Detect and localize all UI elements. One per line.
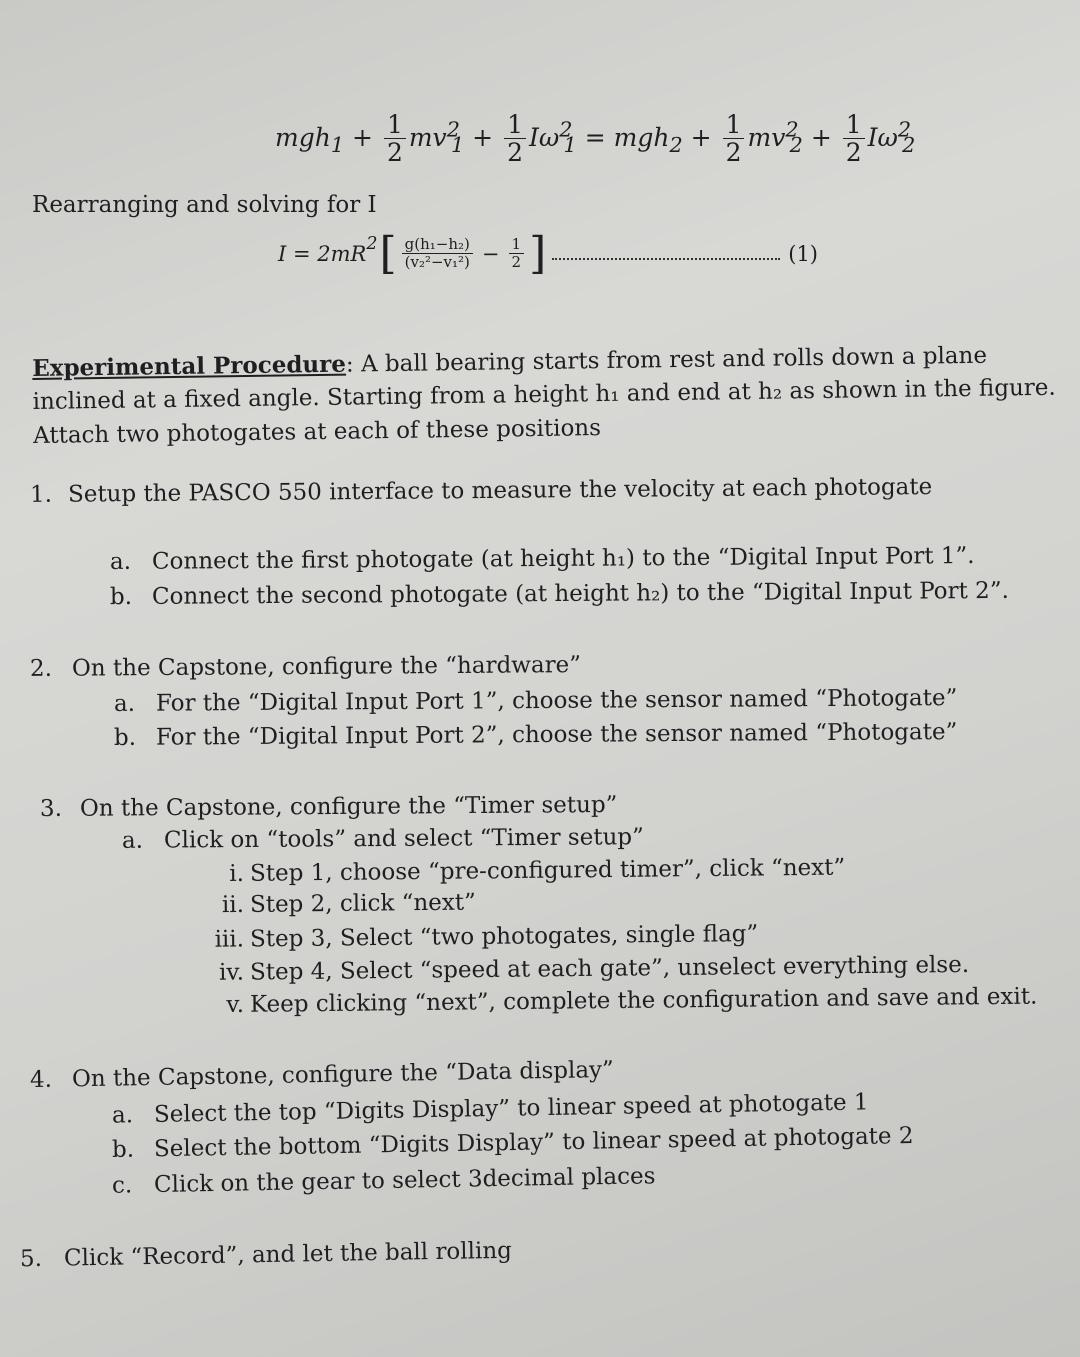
list-item (30, 1057, 614, 1093)
list-number: iv. (218, 959, 245, 986)
list-text: Click on the gear to select 3decimal places (153, 1163, 656, 1199)
list-number: a. (109, 548, 132, 576)
eq-term: mv (408, 122, 447, 152)
list-number: i. (229, 860, 245, 888)
frac-num: 1 (843, 112, 865, 139)
procedure-title: Experimental Procedure (32, 350, 347, 382)
list-number: ii. (221, 891, 245, 919)
eq-term: Iω (528, 122, 560, 152)
frac-den: 2 (511, 253, 522, 272)
frac-den: 2 (845, 138, 862, 168)
list-item (112, 1163, 656, 1198)
list-number: 4. (29, 1066, 53, 1094)
eq-sup: 2 (366, 234, 378, 254)
frac-num: 1 (509, 237, 525, 254)
eq-term: mv (747, 122, 786, 152)
dotted-leader (552, 248, 780, 260)
equation-number: (1) (788, 242, 818, 266)
eq-term: mgh (275, 122, 331, 152)
list-text: Select the bottom “Digits Display” to linear speed at photogate 2 (153, 1123, 914, 1163)
eq-op: + (472, 122, 494, 152)
list-text: On the Capstone, configure the “Timer setup” (79, 791, 618, 822)
list-number: iii. (214, 926, 245, 953)
half-fraction (509, 237, 525, 270)
eq-term: Iω (867, 122, 898, 152)
list-number: v. (226, 991, 245, 1019)
frac-den: 2 (725, 138, 742, 168)
eq-sup: 2 (559, 117, 573, 142)
list-number: b. (111, 1136, 135, 1163)
half-fraction (504, 112, 526, 167)
list-text: Connect the first photogate (at height h₁) to the “Digital Input Port 1”. (151, 542, 975, 575)
half-fraction (843, 112, 865, 167)
rearranging-text: Rearranging and solving for I (32, 192, 377, 218)
list-text: Step 2, click “next” (249, 889, 476, 918)
list-number: 3. (39, 795, 63, 823)
eq-sub: 1 (563, 132, 577, 157)
procedure-intro-text: : A ball bearing starts from rest and rolls down a plane inclined at a fixed angle. Starting from a height h₁ and end at h₂ as shown in the figure. Attach two photogates at each of these positions (32, 342, 1056, 449)
list-text: Keep clicking “next”, complete the configuration and save and exit. (249, 983, 1038, 1018)
list-item (40, 792, 618, 822)
list-item (114, 685, 957, 717)
procedure-intro (32, 337, 1078, 453)
velocity-fraction (402, 237, 473, 270)
list-number: a. (121, 827, 144, 854)
list-text: Step 3, Select “two photogates, single flag” (249, 921, 759, 953)
inertia-equation (278, 228, 818, 279)
list-text: For the “Digital Input Port 1”, choose the sensor named “Photogate” (155, 685, 958, 717)
list-item (110, 543, 975, 575)
eq-sub: 1 (450, 132, 465, 157)
list-text: Setup the PASCO 550 interface to measure the velocity at each photogate (67, 474, 933, 508)
frac-num: 1 (384, 112, 406, 139)
frac-num: 1 (723, 112, 745, 139)
list-item (112, 1089, 869, 1128)
half-fraction (723, 112, 745, 167)
list-text: For the “Digital Input Port 2”, choose the sensor named “Photogate” (155, 719, 958, 751)
eq-sub: 2 (669, 132, 683, 157)
right-bracket: ] (529, 228, 547, 279)
list-number: 2. (29, 655, 53, 682)
list-text: On the Capstone, configure the “Data display” (71, 1056, 615, 1093)
eq-sub: 2 (902, 132, 916, 157)
eq-op: + (690, 122, 712, 152)
list-item (190, 890, 476, 919)
frac-den: (v₂²−v₁²) (404, 253, 470, 272)
eq-op: + (810, 122, 832, 152)
list-number: 5. (19, 1245, 43, 1273)
list-number: a. (111, 1102, 134, 1129)
frac-den: 2 (386, 138, 403, 168)
half-fraction (384, 112, 406, 167)
list-text: Click “Record”, and let the ball rolling (63, 1237, 513, 1272)
list-number: b. (113, 724, 137, 751)
list-number: c. (111, 1172, 133, 1199)
list-item (190, 855, 845, 888)
eq-op: = (584, 122, 606, 152)
eq-sub: 1 (330, 132, 345, 157)
list-item (190, 984, 1038, 1019)
list-number: 1. (29, 481, 53, 508)
eq-sup: 2 (897, 117, 912, 142)
eq-op: + (352, 122, 373, 152)
list-text: Click on “tools” and select “Timer setup” (163, 824, 644, 854)
frac-num: 1 (504, 112, 526, 139)
list-text: On the Capstone, configure the “hardware” (71, 652, 582, 682)
list-item (122, 824, 644, 854)
energy-conservation-equation (275, 112, 915, 167)
list-item (190, 921, 758, 953)
frac-num: g(h₁−h₂) (402, 237, 473, 254)
list-item (112, 1123, 914, 1163)
list-text: Step 4, Select “speed at each gate”, unselect everything else. (249, 951, 970, 986)
frac-den: 2 (507, 138, 523, 168)
eq-term: mgh (613, 122, 670, 152)
list-text: Step 1, choose “pre-configured timer”, click “next” (249, 854, 846, 887)
list-text: Connect the second photogate (at height h₂) to the “Digital Input Port 2”. (151, 577, 1009, 610)
eq-op: − (481, 242, 500, 266)
list-item (30, 474, 932, 508)
list-number: a. (113, 690, 136, 717)
list-item (110, 578, 1009, 610)
list-item (114, 719, 957, 751)
list-item (30, 652, 581, 682)
eq-sup: 2 (446, 117, 460, 142)
list-item (190, 952, 969, 986)
list-text: Select the top “Digits Display” to linear speed at photogate 1 (153, 1089, 869, 1128)
list-item (20, 1238, 512, 1273)
eq-sup: 2 (785, 117, 799, 142)
eq-sub: 2 (789, 132, 803, 157)
list-number: b. (109, 583, 133, 611)
left-bracket: [ (379, 228, 397, 279)
eq-term: I = 2mR (278, 242, 367, 266)
